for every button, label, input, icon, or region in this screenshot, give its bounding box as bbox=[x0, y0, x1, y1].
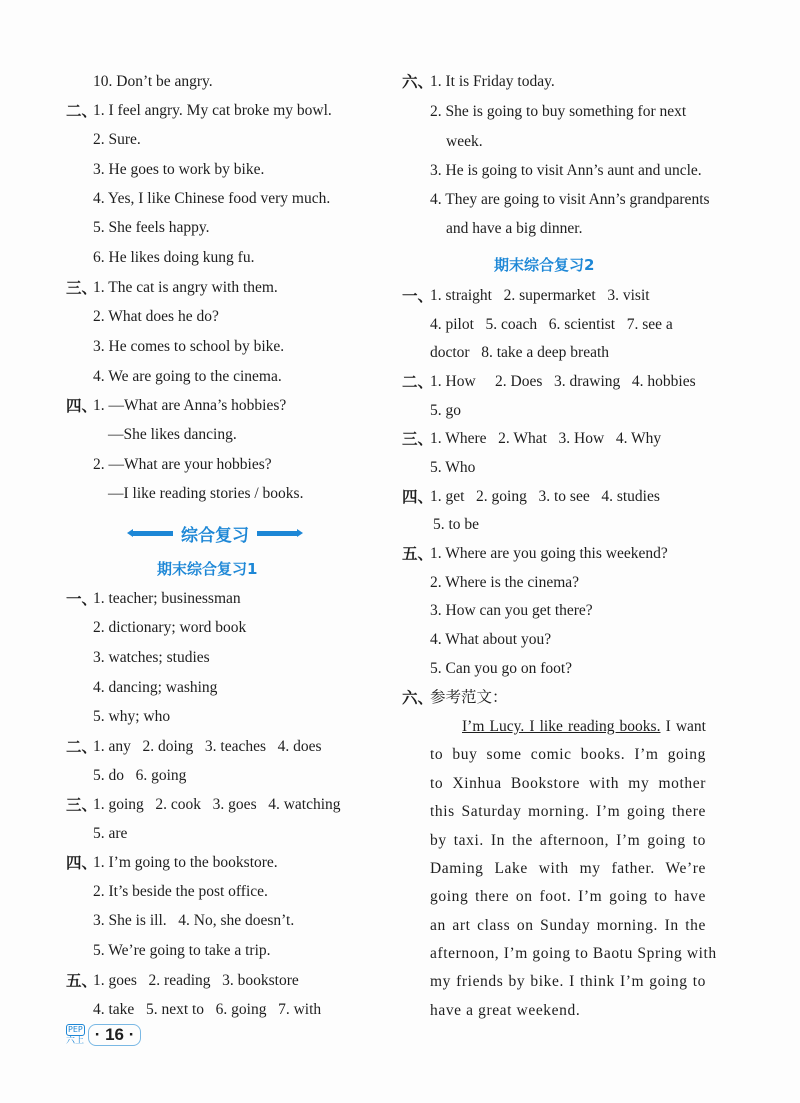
answer-line: 5. why; who bbox=[93, 708, 171, 725]
answer-line: 3. How can you get there? bbox=[430, 602, 593, 619]
answer-line: 5. go bbox=[430, 402, 461, 419]
answer-line: 3. watches; studies bbox=[93, 649, 210, 666]
answer-line: doctor 8. take a deep breath bbox=[430, 344, 610, 361]
answer-line: 6. He likes doing kung fu. bbox=[93, 249, 255, 266]
essay-line: to buy some comic books. I’m going bbox=[430, 746, 706, 763]
essay-text: I want bbox=[660, 718, 706, 735]
answer-line: 3. He comes to school by bike. bbox=[93, 338, 285, 355]
edition-label: PEP bbox=[68, 1025, 83, 1034]
answer-line: 2. Where is the cinema? bbox=[430, 574, 580, 591]
question-number: 四、 bbox=[402, 488, 434, 506]
answer-line: 1. Where 2. What 3. How 4. Why bbox=[430, 430, 662, 447]
answer-line: 1. any 2. doing 3. teaches 4. does bbox=[93, 738, 322, 755]
question-number: 二、 bbox=[402, 373, 434, 391]
answer-line: 5. are bbox=[93, 825, 128, 842]
essay-line: Daming Lake with my father. We’re bbox=[430, 860, 706, 877]
answer-line: 1. Where are you going this weekend? bbox=[430, 545, 668, 562]
section-banner bbox=[130, 522, 300, 544]
answer-line: 参考范文： bbox=[430, 689, 508, 706]
essay-line: have a great weekend. bbox=[430, 1002, 581, 1019]
answer-line: —I like reading stories / books. bbox=[108, 485, 304, 502]
question-number: 六、 bbox=[402, 73, 434, 91]
question-number: 五、 bbox=[66, 972, 98, 990]
answer-line: 2. It’s beside the post office. bbox=[93, 883, 268, 900]
answer-line: 2. —What are your hobbies? bbox=[93, 456, 272, 473]
essay-line: afternoon, I’m going to Baotu Spring with bbox=[430, 945, 717, 962]
answer-line: 5. She feels happy. bbox=[93, 219, 210, 236]
answer-line: 1. —What are Anna’s hobbies? bbox=[93, 397, 287, 414]
answer-line: 3. He is going to visit Ann’s aunt and uncle. bbox=[430, 162, 702, 179]
answer-line: 4. pilot 5. coach 6. scientist 7. see a bbox=[430, 316, 673, 333]
answer-line: 4. Yes, I like Chinese food very much. bbox=[93, 190, 331, 207]
banner-bar-right bbox=[257, 531, 297, 536]
answer-line: 1. It is Friday today. bbox=[430, 73, 555, 90]
question-number: 一、 bbox=[402, 287, 434, 305]
answer-line: 4. What about you? bbox=[430, 631, 552, 648]
answer-line: 1. goes 2. reading 3. bookstore bbox=[93, 972, 299, 989]
answer-line: 1. I feel angry. My cat broke my bowl. bbox=[93, 102, 332, 119]
answer-line: 4. They are going to visit Ann’s grandparents bbox=[430, 191, 710, 208]
grade-label: 六上 bbox=[66, 1036, 85, 1046]
answer-line: 5. Who bbox=[430, 459, 476, 476]
answer-line: 5. to be bbox=[433, 516, 480, 533]
question-number: 一、 bbox=[66, 590, 98, 608]
question-number: 四、 bbox=[66, 397, 98, 415]
answer-line: 1. going 2. cook 3. goes 4. watching bbox=[93, 796, 341, 813]
question-number: 六、 bbox=[402, 689, 434, 707]
essay-line: by taxi. In the afternoon, I’m going to bbox=[430, 832, 706, 849]
answer-line: 2. She is going to buy something for next bbox=[430, 103, 687, 120]
answer-line: 2. What does he do? bbox=[93, 308, 219, 325]
essay-line: this Saturday morning. I’m going there bbox=[430, 803, 706, 820]
answer-line: 2. dictionary; word book bbox=[93, 619, 247, 636]
answer-line: 4. We are going to the cinema. bbox=[93, 368, 282, 385]
edition-tag bbox=[66, 1024, 85, 1046]
question-number: 三、 bbox=[402, 430, 434, 448]
question-number: 二、 bbox=[66, 738, 98, 756]
page-number: · 16 · bbox=[88, 1024, 142, 1046]
answer-line: 5. We’re going to take a trip. bbox=[93, 942, 271, 959]
essay-line bbox=[462, 717, 706, 737]
answer-line: 1. teacher; businessman bbox=[93, 590, 241, 607]
essay-line: my friends by bike. I think I’m going to bbox=[430, 973, 706, 990]
answer-line: 1. I’m going to the bookstore. bbox=[93, 854, 278, 871]
answer-line: week. bbox=[446, 133, 483, 150]
answer-line: 10. Don’t be angry. bbox=[93, 73, 213, 90]
answer-line: 5. Can you go on foot? bbox=[430, 660, 573, 677]
banner-title: 综合复习 bbox=[181, 525, 249, 546]
answer-line: 1. straight 2. supermarket 3. visit bbox=[430, 287, 650, 304]
answer-line: 1. The cat is angry with them. bbox=[93, 279, 278, 296]
essay-underlined-sentence: I’m Lucy. I like reading books. bbox=[462, 718, 661, 735]
question-number: 三、 bbox=[66, 279, 98, 297]
answer-line: 1. How 2. Does 3. drawing 4. hobbies bbox=[430, 373, 696, 390]
question-number: 三、 bbox=[66, 796, 98, 814]
question-number: 二、 bbox=[66, 102, 98, 120]
answer-line: 1. get 2. going 3. to see 4. studies bbox=[430, 488, 660, 505]
question-number: 五、 bbox=[402, 545, 434, 563]
answer-line: —She likes dancing. bbox=[108, 426, 237, 443]
review2-title: 期末综合复习2 bbox=[494, 256, 595, 274]
answer-line: 3. He goes to work by bike. bbox=[93, 161, 265, 178]
answer-line: 3. She is ill. 4. No, she doesn’t. bbox=[93, 912, 295, 929]
essay-line: going there on foot. I’m going to have bbox=[430, 888, 706, 905]
question-number: 四、 bbox=[66, 854, 98, 872]
answer-line: 5. do 6. going bbox=[93, 767, 187, 784]
page-footer bbox=[66, 1024, 141, 1046]
review1-title: 期末综合复习1 bbox=[157, 560, 258, 578]
answer-line: 4. dancing; washing bbox=[93, 679, 218, 696]
answer-line: 4. take 5. next to 6. going 7. with bbox=[93, 1001, 322, 1018]
banner-bar-left bbox=[133, 531, 173, 536]
answer-line: 2. Sure. bbox=[93, 131, 141, 148]
essay-line: an art class on Sunday morning. In the bbox=[430, 917, 706, 934]
answer-line: and have a big dinner. bbox=[446, 220, 583, 237]
essay-line: to Xinhua Bookstore with my mother bbox=[430, 775, 706, 792]
